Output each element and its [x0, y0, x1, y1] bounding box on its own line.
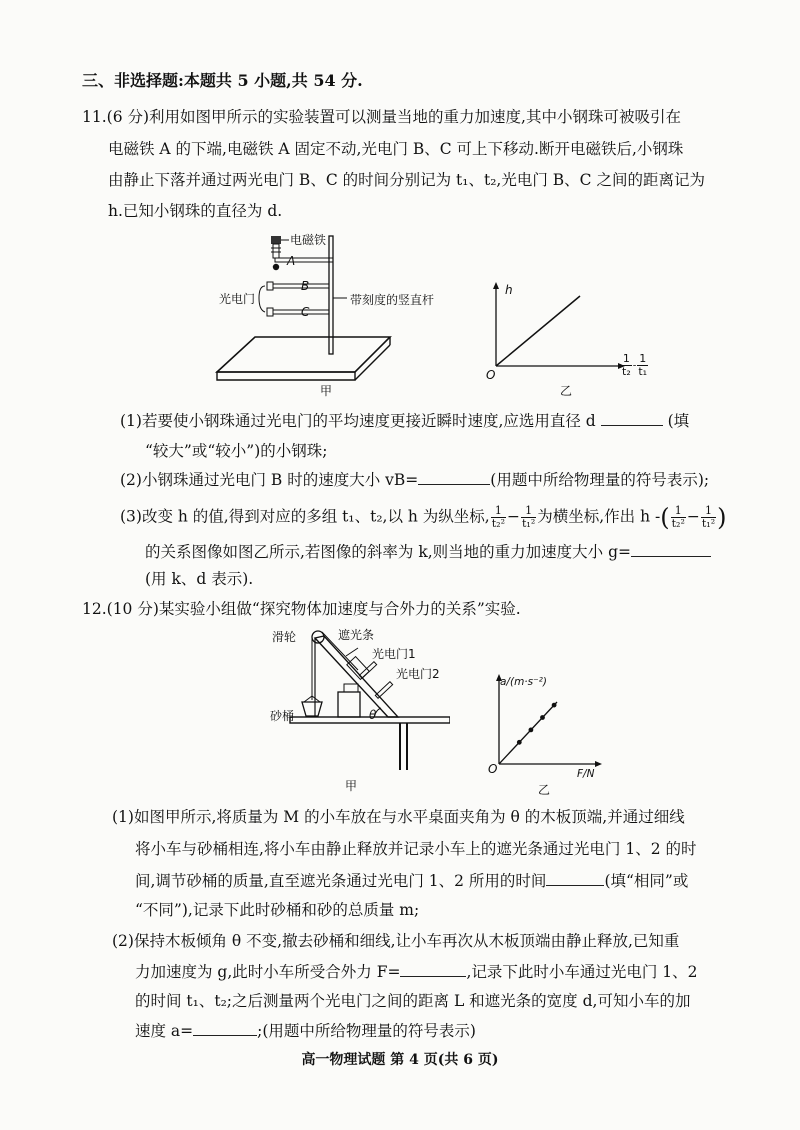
- q11-graph-x-label: [620, 353, 649, 378]
- q12-p2f: ;(用题中所给物理量的符号表示): [257, 1022, 476, 1040]
- q11-p1b: (填: [667, 412, 690, 430]
- q11-part3-line1: (3)改变 h 的值,得到对应的多组 t₁、t₂,以 h 为纵坐标, $\frac{1}{\text{t₂²}}$ − $\frac{1}{\text{t₁²}}$ 为横坐标,作出 h -( $\frac{1}{\text{t₂²}}$ − $\frac{1}{\text{t₁²}}$ ): [120, 503, 727, 532]
- q12-part2-line2: [135, 960, 698, 983]
- q12-fig2-caption: 乙: [538, 783, 551, 797]
- label-photogate: 光电门: [219, 292, 256, 306]
- q12-blank-1[interactable]: [546, 869, 604, 886]
- q11-line-3: 由静止下落并通过两光电门 B、C 的时间分别记为 t₁、t₂,光电门 B、C 之间的距离记为: [108, 171, 705, 189]
- label-rod: 带刻度的竖直杆: [350, 293, 435, 307]
- q12-p1c: 间,调节砂桶的质量,直至遮光条通过光电门 1、2 所用的时间: [135, 872, 547, 890]
- q11-graph-y: h: [505, 283, 513, 297]
- q12-p2a: (2)保持木板倾角 θ 不变,撤去砂桶和细线,让小车再次从木板顶端由静止释放,已知重: [112, 932, 680, 950]
- page-footer: 高一物理试题 第 4 页(共 6 页): [301, 1052, 499, 1068]
- q12-part2-line4: [135, 1019, 476, 1042]
- x-num1: 1: [622, 352, 630, 365]
- q11-fig2-caption: 乙: [560, 384, 573, 398]
- frac-den-b: t₁²: [521, 517, 536, 530]
- q12-p1b: 将小车与砂桶相连,将小车由静止释放并记录小车上的遮光条通过光电门 1、2 的时: [135, 840, 697, 858]
- q12-p2d: 的时间 t₁、t₂;之后测量两个光电门之间的距离 L 和遮光条的宽度 d,可知小车的加: [135, 992, 691, 1010]
- section-title: 三、非选择题:本题共 5 小题,共 54 分.: [82, 71, 363, 90]
- q12-graph-x: F/N: [577, 768, 595, 780]
- q11-p3c: 的关系图像如图乙所示,若图像的斜率为 k,则当地的重力加速度大小 g=: [145, 543, 632, 561]
- q11-fig1-caption: 甲: [320, 384, 333, 398]
- graph-point-3: [540, 715, 545, 720]
- minus-a: −: [506, 507, 520, 526]
- q11-p3b: 为横坐标,作出 h -: [537, 507, 661, 526]
- q12-p1e: “不同”),记录下此时砂桶和砂的总质量 m;: [135, 901, 420, 919]
- graph-point-4: [552, 703, 557, 708]
- steel-ball: [273, 264, 279, 270]
- label-bucket: 砂桶: [270, 709, 295, 723]
- q12-p1a: (1)如图甲所示,将质量为 M 的小车放在与水平桌面夹角为 θ 的木板顶端,并通过细线: [112, 808, 685, 826]
- q11-line-4: h.已知小钢珠的直径为 d.: [108, 202, 283, 220]
- q11-p1a: (1)若要使小钢珠通过光电门的平均速度更接近瞬时速度,应选用直径 d: [120, 412, 596, 430]
- frac-num-b: 1: [521, 505, 536, 518]
- q11-graph-origin: O: [486, 368, 496, 382]
- q12-p2b: 力加速度为 g,此时小车所受合外力 F=: [135, 963, 401, 981]
- q12-fig1-caption: 甲: [345, 779, 358, 793]
- fit-line: [499, 702, 557, 764]
- label-b: B: [301, 279, 310, 293]
- q12-p2e: 速度 a=: [135, 1022, 194, 1040]
- q11-part3-line2: [145, 540, 711, 563]
- x-den2: t₁: [638, 365, 648, 378]
- q11-line-1: 11.(6 分)利用如图甲所示的实验装置可以测量当地的重力加速度,其中小钢珠可被吸引在: [82, 108, 681, 126]
- frac-den-a: t₂²: [491, 517, 505, 530]
- q12-blank-3[interactable]: [193, 1019, 257, 1036]
- q11-blank-2[interactable]: [418, 468, 490, 485]
- label-pulley: 滑轮: [272, 630, 297, 644]
- frac-den-c: t₂²: [671, 517, 685, 530]
- q11-part1-line1: [120, 409, 689, 432]
- q11-p3d: (用 k、d 表示).: [145, 570, 254, 588]
- label-a: A: [287, 254, 296, 268]
- q11-p1c: “较大”或“较小”)的小钢珠;: [145, 442, 328, 460]
- graph-point-1: [517, 740, 522, 745]
- data-line: [496, 296, 580, 366]
- minus-b: −: [686, 507, 700, 526]
- q11-p2b: (用题中所给物理量的符号表示);: [490, 471, 710, 489]
- graph-point-2: [529, 728, 534, 733]
- q12-blank-2[interactable]: [400, 960, 466, 977]
- base-platform: [217, 337, 390, 372]
- frac-num-a: 1: [491, 505, 506, 518]
- q11-graph-figure: [480, 280, 630, 380]
- frac-num-d: 1: [701, 505, 716, 518]
- electromagnet-icon: [271, 236, 281, 244]
- x-minus: -: [632, 360, 637, 372]
- label-gate2: 光电门2: [396, 667, 440, 681]
- q12-line-1: 12.(10 分)某实验小组做“探究物体加速度与合外力的关系”实验.: [82, 600, 521, 618]
- q12-p2c: ,记录下此时小车通过光电门 1、2: [466, 963, 698, 981]
- x-den1: t₂: [622, 365, 631, 378]
- q11-blank-3[interactable]: [631, 540, 711, 557]
- label-gate1: 光电门1: [372, 647, 416, 661]
- q12-p1d: (填“相同”或: [604, 872, 689, 890]
- q12-part1-line3: [135, 869, 688, 892]
- q12-apparatus-figure: [270, 622, 450, 772]
- q11-line-2: 电磁铁 A 的下端,电磁铁 A 固定不动,光电门 B、C 可上下移动.断开电磁铁后,小钢珠: [108, 140, 684, 158]
- frac-den-d: t₁²: [701, 517, 716, 530]
- q11-part2: [120, 468, 709, 491]
- label-theta: θ: [369, 708, 377, 722]
- q11-p2a: (2)小钢珠通过光电门 B 时的速度大小 vB=: [120, 471, 419, 489]
- q12-graph-y: a/(m·s⁻²): [500, 676, 547, 688]
- x-num2: 1: [639, 352, 647, 365]
- sand-bucket-icon: [302, 702, 322, 716]
- label-strip: 遮光条: [338, 628, 375, 642]
- label-c: C: [301, 305, 310, 319]
- label-electromagnet: 电磁铁: [290, 233, 327, 247]
- q11-p3a: (3)改变 h 的值,得到对应的多组 t₁、t₂,以 h 为纵坐标,: [120, 507, 490, 526]
- frac-num-c: 1: [671, 505, 686, 518]
- q11-blank-1[interactable]: [601, 409, 663, 426]
- q12-graph-origin: O: [488, 762, 498, 776]
